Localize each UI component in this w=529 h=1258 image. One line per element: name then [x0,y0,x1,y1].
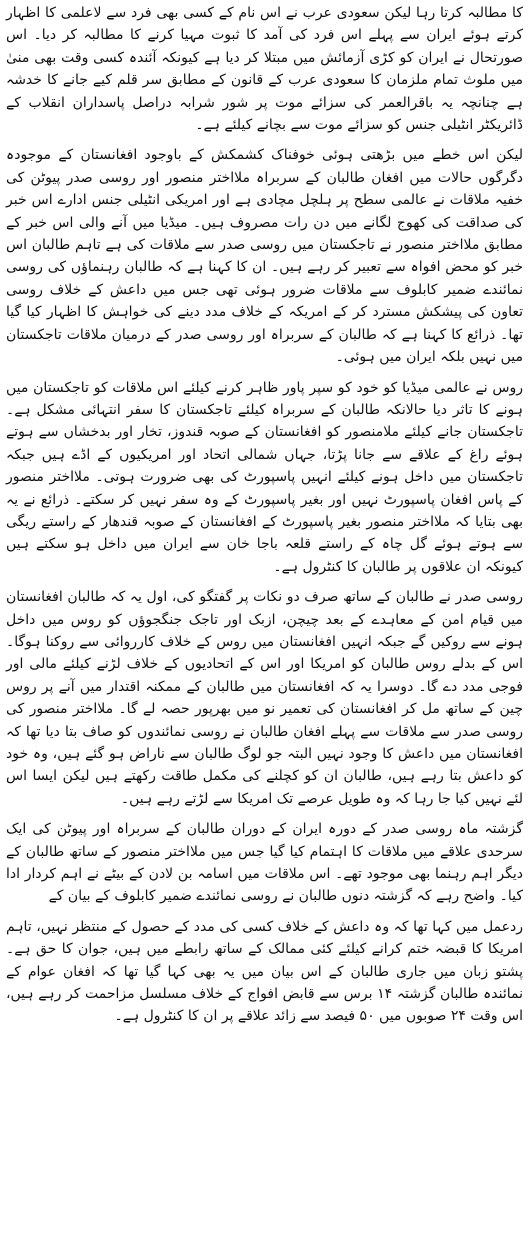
article-paragraph: گزشتہ ماہ روسی صدر کے دورہ ایران کے دوران طالبان کے سربراہ اور پیوٹن کی ایک سرحدی علاقے میں ملاقات کا اہتمام کیا گیا جس میں ملااختر منصور کے ساتھ طالبان کے دیگر اہم رہنما بھی موجود تھے۔ اس ملاقات میں اسامہ بن لادن کے بیٹے نے اہم کردار ادا کیا۔ واضح رہے کہ گزشتہ دنوں طالبان نے روسی نمائندے ضمیر کابلوف کے بیان کے [6,821,523,905]
article-paragraph: روسی صدر نے طالبان کے ساتھ صرف دو نکات پر گفتگو کی، اول یہ کہ طالبان افغانستان میں قیام امن کے معاہدے کے بعد چیچن، ازبک اور تاجک جنگجوؤں کو روس میں داخل ہونے سے روکیں گے جبکہ انہیں افغانستان میں روس کے خلاف کارروائی سے روکنا ہوگا۔ اس کے بدلے روس طالبان کو امریکا اور اس کے اتحادیوں کے خلاف لڑنے کیلئے مالی اور فوجی مدد دے گا۔ دوسرا یہ کہ افغانستان میں طالبان کے ممکنہ اقتدار میں آنے پر روس چین کے ساتھ مل کر افغانستان کی تعمیر نو میں بھرپور حصہ لے گا۔ ملااختر منصور کی روسی صدر سے ملاقات سے پہلے افغان طالبان نے روسی نمائندوں کو صاف بتا دیا تھا کہ افغانستان میں داعش کا وجود نہیں البتہ جو لوگ طالبان سے ناراض ہو گئے ہیں، وہ خود کو داعش بتا رہے ہیں، طالبان ان کو کچلنے کی مکمل طاقت رکھتے ہیں لیکن ایسا اس لئے نہیں کیا جا رہا کہ وہ طویل عرصے تک امریکا سے لڑتے رہے ہیں۔ [6,589,523,807]
article-paragraph: روس نے عالمی میڈیا کو خود کو سپر پاور ظاہر کرنے کیلئے اس ملاقات کو تاجکستان میں ہونے کا تاثر دیا حالانکہ طالبان کے سربراہ کیلئے تاجکستان کا سفر انتہائی مشکل ہے۔ تاجکستان جانے کیلئے ملامنصور کو افغانستان کے صوبہ قندوز، تخار اور بدخشاں سے ہوتے ہوئے راغ کے علاقے سے جانا پڑتا، جہاں شمالی اتحاد اور امریکیوں کے اڈے ہیں جبکہ تاجکستان میں داخل ہونے کیلئے انہیں پاسپورٹ کی بھی ضرورت ہوتی۔ ملااختر منصور کے پاس افغان پاسپورٹ نہیں اور بغیر پاسپورٹ کے وہ سفر نہیں کر سکتے۔ ذرائع نے یہ بھی بتایا کہ ملااختر منصور بغیر پاسپورٹ کے افغانستان کے صوبہ قندھار کے راستے ریگی سے ہوتے ہوئے گل چاہ کے راستے قلعہ باجا خان سے ایران میں داخل ہو سکتے ہیں کیونکہ ان علاقوں پر طالبان کا کنٹرول ہے۔ [6,379,523,575]
article-paragraph: کا مطالبہ کرتا رہا لیکن سعودی عرب نے اس نام کے کسی بھی فرد سے لاعلمی کا اظہار کرتے ہوئے ایران سے پہلے اس فرد کی آمد کا ثبوت مہیا کرنے کا مطالبہ کر دیا۔ اس صورتحال نے ایران کو کڑی آزمائش میں مبتلا کر دیا ہے کیونکہ آئندہ کسی وقت بھی منیٰ میں ملوث تمام ملزمان کا سعودی عرب کے قانون کے مطابق سر قلم کیے جانے کا خدشہ ہے چنانچہ یہ باقرالعمر کی سزائے موت پر شور شرابہ دراصل پاسداران انقلاب کے ڈائریکٹر انٹیلی جنس کو سزائے موت سے بچانے کیلئے ہے۔ [6,5,523,134]
article-paragraph: لیکن اس خطے میں بڑھتی ہوئی خوفناک کشمکش کے باوجود افغانستان کے موجودہ دگرگوں حالات میں افغان طالبان کے سربراہ ملااختر منصور اور روسی صدر پیوٹن کی خفیہ ملاقات نے عالمی سطح پر ہلچل مچادی ہے اور امریکی انٹیلی جنس ادارے اس خبر کی صداقت کی کھوج لگانے میں دن رات مصروف ہیں۔ میڈیا میں آنے والی اس خبر کے مطابق ملااختر منصور نے تاجکستان میں روسی صدر سے ملاقات کی ہے تاہم طالبان اس خبر کو محض افواہ سے تعبیر کر رہے ہیں۔ ان کا کہنا ہے کہ طالبان رہنماؤں کی روسی نمائندے ضمیر کابلوف سے ملاقات ضرور ہوئی تھی جس میں داعش کے خلاف روسی تعاون کی پیشکش مسترد کر کے امریکہ کے خلاف مدد دینے کی خواہش کا اظہار کیا گیا تھا۔ ذرائع کا کہنا ہے کہ طالبان کے سربراہ اور روسی صدر کے درمیان ملاقات تاجکستان میں نہیں بلکہ ایران میں ہوئی۔ [6,147,523,366]
article-paragraph: ردعمل میں کہا تھا کہ وہ داعش کے خلاف کسی کی مدد کے حصول کے منتظر نہیں، تاہم امریکا کا قبضہ ختم کرانے کیلئے کئی ممالک کے ساتھ رابطے میں ہیں، جوان کا حق ہے۔ پشتو زبان میں جاری طالبان کے اس بیان میں یہ بھی کہا گیا تھا کہ افغان عوام کے نمائندہ طالبان گزشتہ ۱۴ برس سے قابض افواج کے خلاف مسلسل مزاحمت کر رہے ہیں، اس وقت ۲۴ صوبوں میں ۵۰ فیصد سے زائد علاقے پر ان کا کنٹرول ہے۔ [6,918,524,1025]
